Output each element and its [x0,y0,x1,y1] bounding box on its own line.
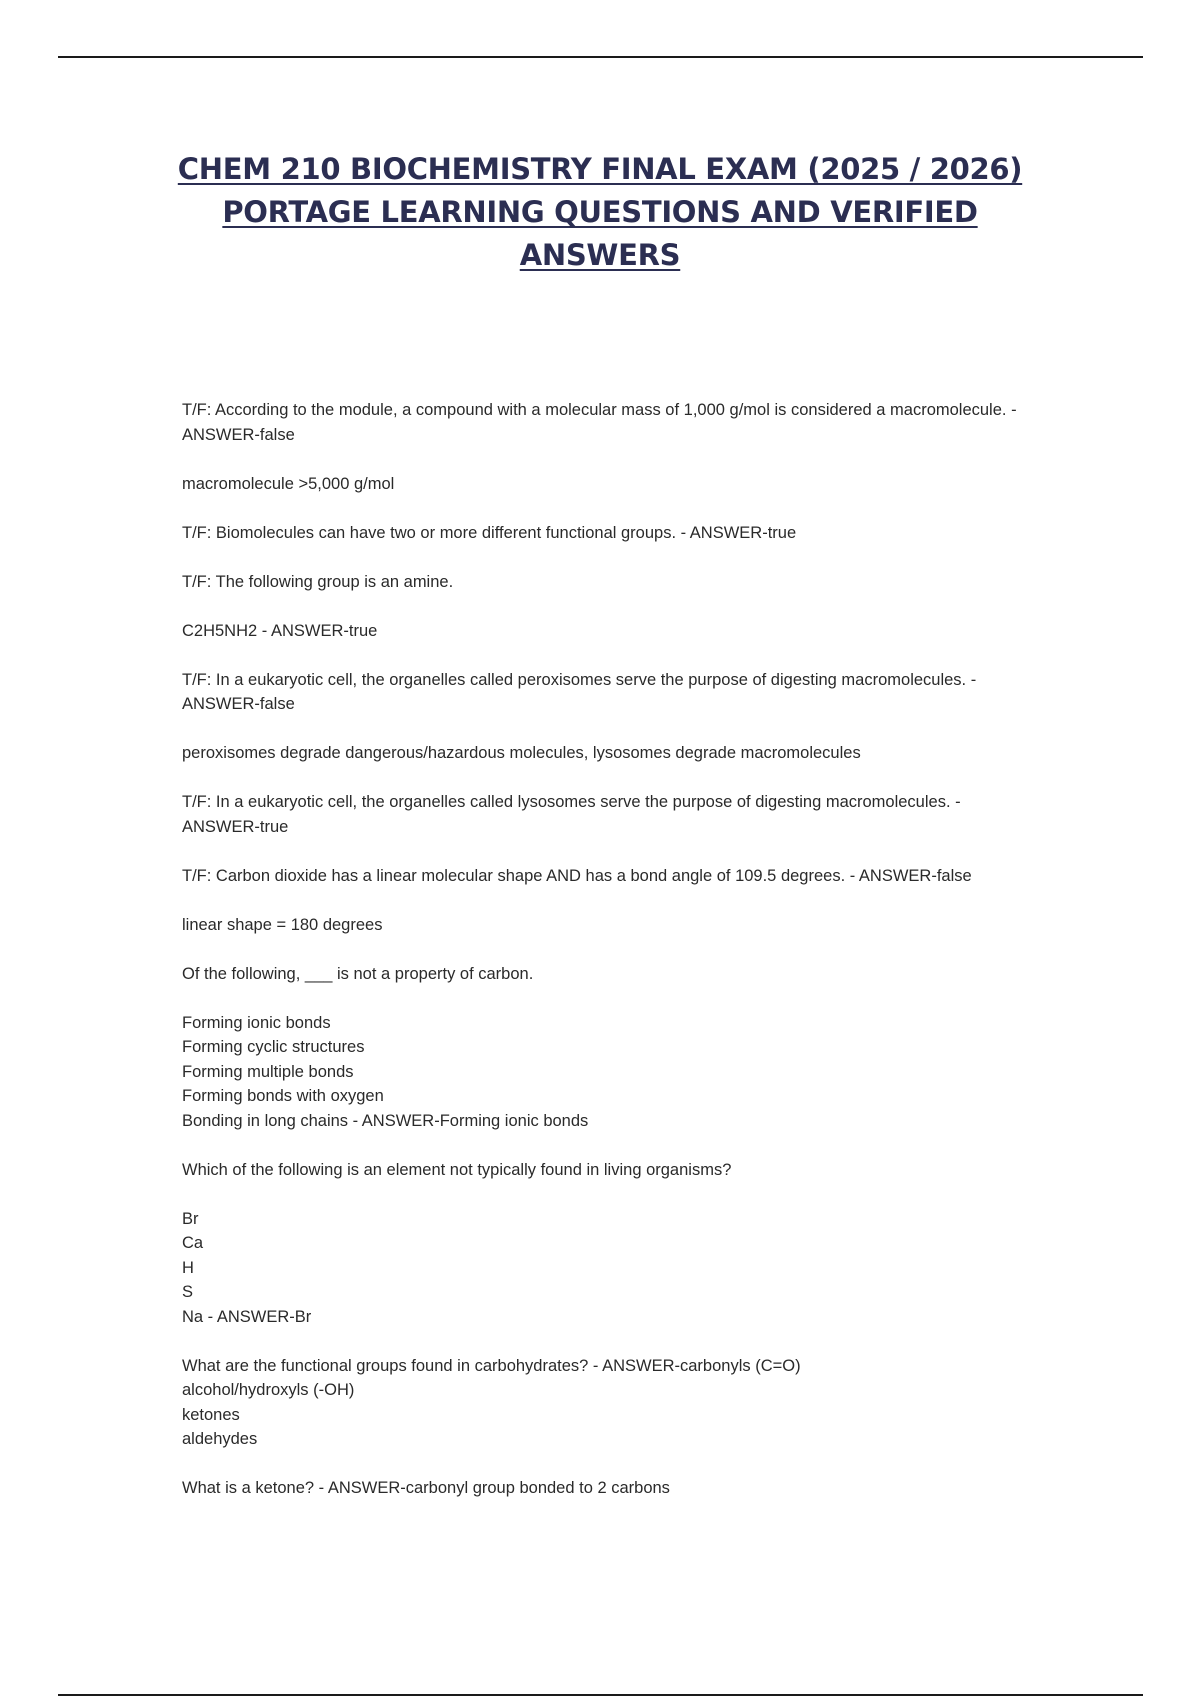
options-element [182,1207,1022,1330]
question-ketone: What is a ketone? - ANSWER-carbonyl group bonded to 2 carbons [182,1479,670,1497]
note-linear-shape: linear shape = 180 degrees [182,915,383,934]
option-item: Forming bonds with oxygen [182,1087,384,1105]
option-item: S [182,1283,194,1301]
question-element: Which of the following is an element not typically found in living organisms? [182,1160,732,1179]
document-body [182,398,1022,1525]
question-lysosomes: T/F: In a eukaryotic cell, the organelles called lysosomes serve the purpose of digesting macromolecules. - ANSWER-true [182,793,961,836]
question-peroxisomes: T/F: In a eukaryotic cell, the organelles called peroxisomes serve the purpose of digesting macromolecules. - ANSWER-false [182,670,977,713]
answer-amine: C2H5NH2 - ANSWER-true [182,621,378,640]
text-line: alcohol/hydroxyls (-OH) [182,1381,355,1399]
option-item: Br [182,1209,199,1228]
question-carbon-property: Of the following, ___ is not a property of carbon. [182,964,534,983]
title-line-1: CHEM 210 BIOCHEMISTRY FINAL EXAM (2025 / 2026) [177,152,1023,186]
option-item: Forming multiple bonds [182,1062,354,1081]
text-line: What are the functional groups found in carbohydrates? - ANSWER-carbonyls (C=O) [182,1356,801,1375]
option-item: Ca [182,1234,204,1252]
option-item: Forming ionic bonds [182,1013,331,1032]
title-line-3: ANSWERS [519,238,681,272]
document-title [150,148,1050,277]
note-peroxisomes: peroxisomes degrade dangerous/hazardous molecules, lysosomes degrade macromolecules [182,744,861,762]
bottom-divider [58,1694,1143,1696]
question-amine: T/F: The following group is an amine. [182,572,454,591]
top-divider [58,56,1143,58]
question-functional-groups: T/F: Biomolecules can have two or more different functional groups. - ANSWER-true [182,523,797,542]
note-macromolecule-mass: macromolecule >5,000 g/mol [182,474,395,493]
option-item: Na - ANSWER-Br [182,1307,312,1326]
option-item: Bonding in long chains - ANSWER-Forming ionic bonds [182,1111,589,1130]
options-carbon-property [182,1011,1022,1134]
question-macromolecule-mass: T/F: According to the module, a compound with a molecular mass of 1,000 g/mol is considered a macromolecule. - ANSWER-false [182,401,1017,444]
text-line: ketones [182,1405,240,1424]
option-item: H [182,1258,194,1277]
title-line-2: PORTAGE LEARNING QUESTIONS AND VERIFIED [222,195,978,229]
text-line: aldehydes [182,1430,258,1448]
question-carbohydrate-groups [182,1354,1022,1452]
question-carbon-dioxide: T/F: Carbon dioxide has a linear molecular shape AND has a bond angle of 109.5 degrees. - ANSWER-false [182,866,972,885]
option-item: Forming cyclic structures [182,1038,365,1056]
